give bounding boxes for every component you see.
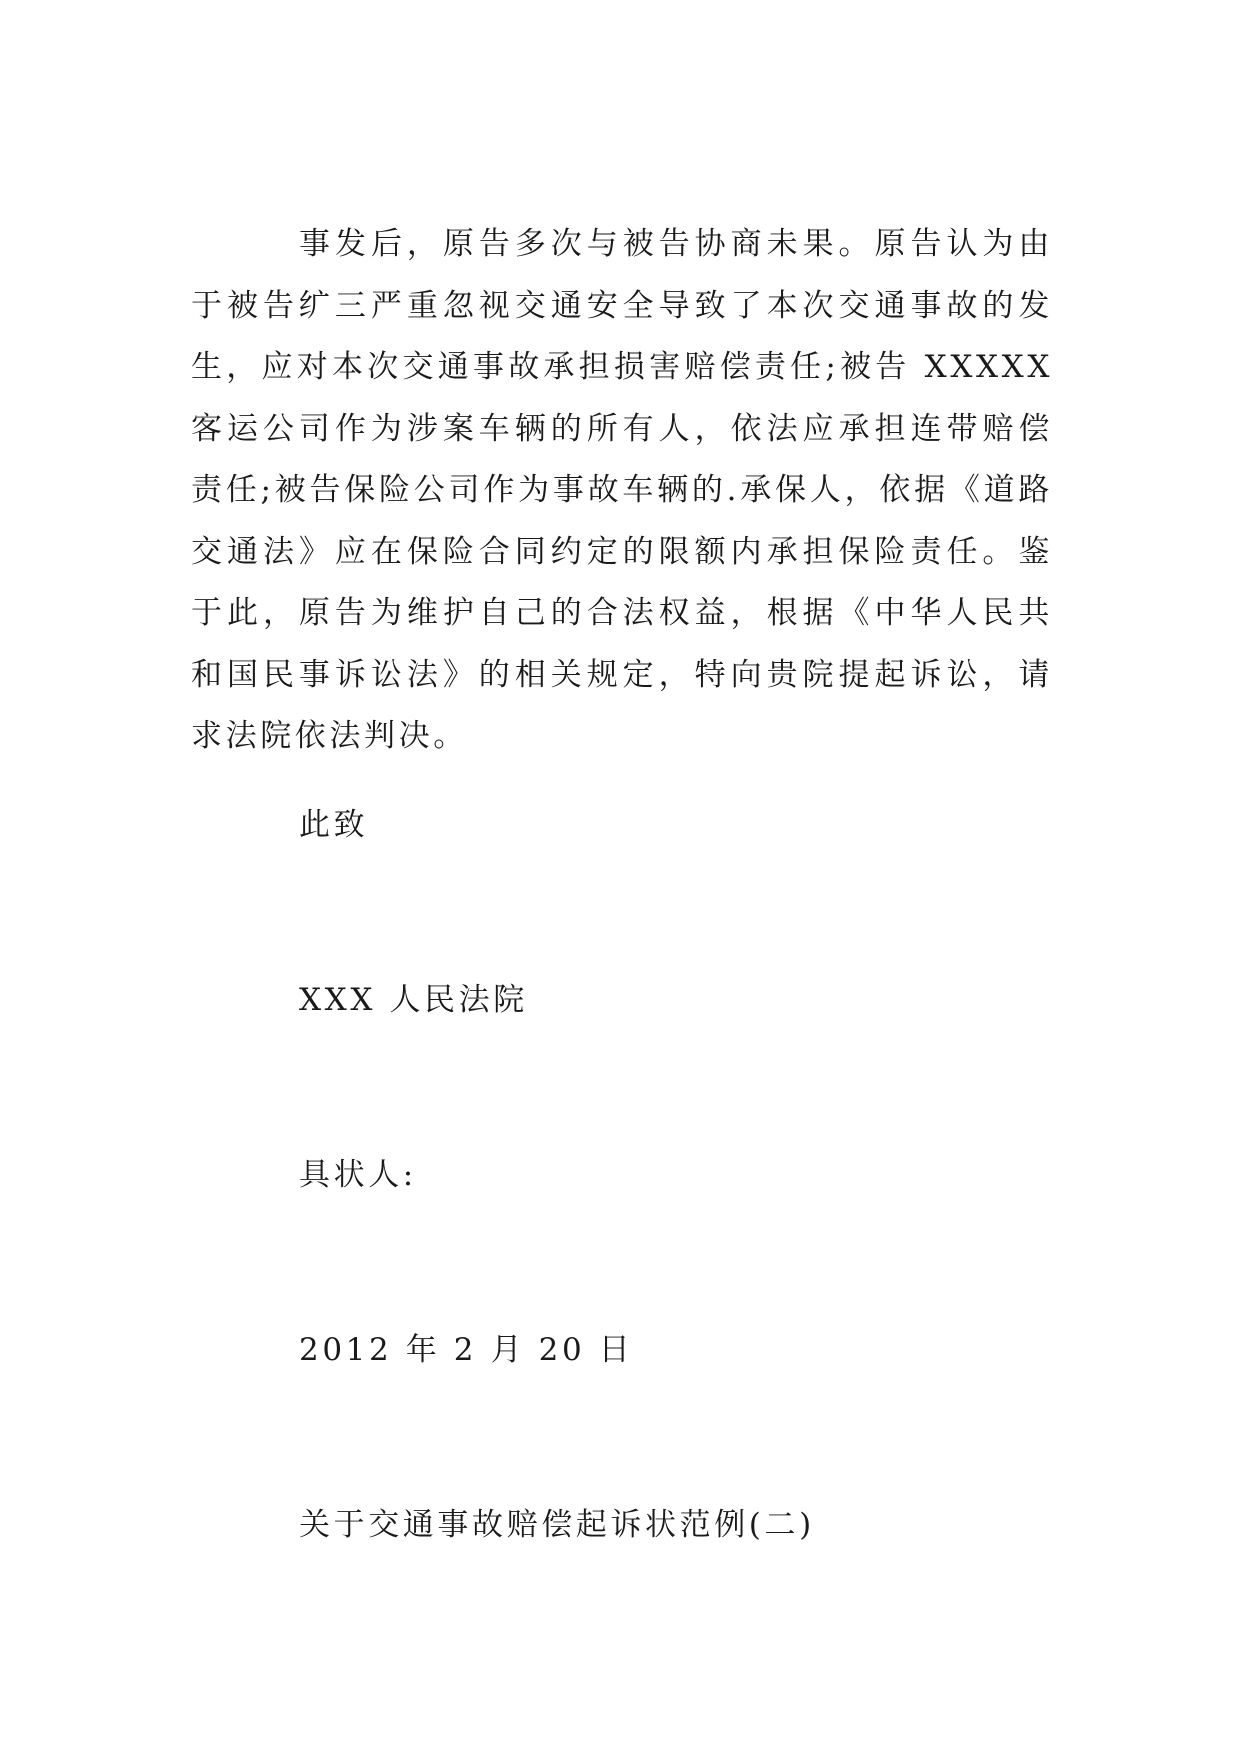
closing-salutation: 此致 — [299, 807, 369, 843]
court-name: XXX 人民法院 — [299, 982, 528, 1018]
next-section-title: 关于交通事故赔偿起诉状范例(二) — [299, 1507, 815, 1543]
signer-label: 具状人: — [299, 1157, 417, 1193]
document-date: 2012 年 2 月 20 日 — [299, 1332, 634, 1368]
body-paragraph: 事发后，原告多次与被告协商未果。原告认为由于被告纩三严重忽视交通安全导致了本次交通事故的发生，应对本次交通事故承担损害赔偿责任;被告 XXXXX 客运公司作为涉案车辆的所有人，依法应承担连带赔偿责任;被告保险公司作为事故车辆的.承保人，依据《道路交通法》应在保险合同约定的限额内承担保险责任。鉴于此，原告为维护自己的合法权益，根据《中华人民共和国民事诉讼法》的相关规定，特向贵院提起诉讼，请求法院依法判决。 — [191, 226, 1053, 754]
